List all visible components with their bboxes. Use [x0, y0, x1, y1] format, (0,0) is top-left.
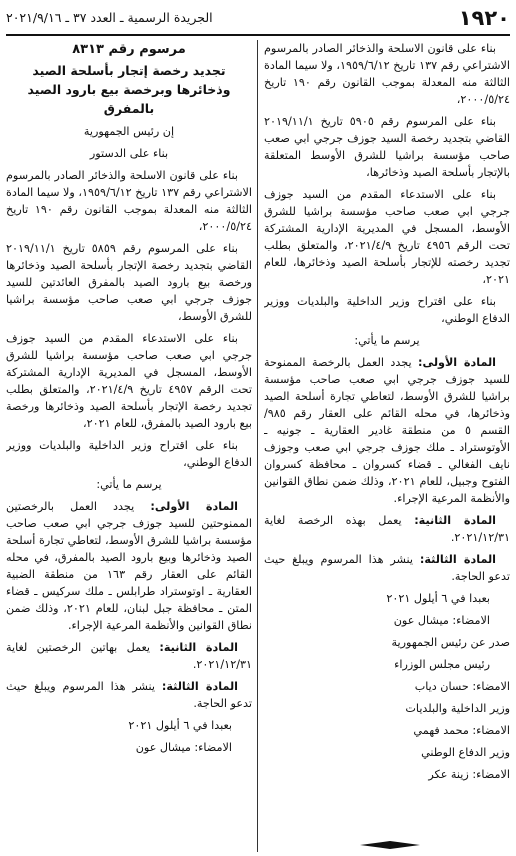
article-one [6, 498, 252, 634]
article-label: المادة الأولى: [418, 356, 496, 369]
column-divider [257, 40, 258, 852]
article-label: المادة الثالثة: [419, 553, 496, 566]
article-one [264, 354, 510, 507]
article-text: يجدد العمل بالرخصة الممنوحة للسيد جوزف جرجي ابي صعب صاحب مؤسسة براشيا للشرق الأوسط، لتعاطي تجارة أسلحة الصيد وذخائرها، في محله القائم على العقار رقم ٩٨٥/القسم ٥ من منطقة غادير العقارية ـ جونيه ـ الأوتوستراد ـ ملك جوزف جرجي ابي صعب وجوزف نايف الفغالي ـ قضاء كسروان ـ محافظة كسروان الفتوح وجبيل، للعام ٢٠٢١، وذلك ضمن نطاق القوانين والأنظمة المرعية الإجراء. [264, 356, 510, 505]
defense-minister-signature: الامضاء: زينة عكر [428, 768, 510, 781]
pm-signature: الامضاء: حسان دياب [414, 680, 510, 693]
article-two [6, 639, 252, 673]
article-label: المادة الأولى: [150, 500, 238, 513]
decree-heading: يرسم ما يأتي: [354, 334, 420, 347]
decree-date: بعبدا في ٦ أيلول ٢٠٢١ [386, 592, 490, 605]
gazette-title: الجريدة الرسمية ـ العدد ٣٧ ـ ٢٠٢١/٩/١٦ [6, 10, 213, 25]
recital-paragraph: بناء على اقتراح وزير الداخلية والبلديات ووزير الدفاع الوطني، [264, 295, 510, 325]
article-text: يعمل بهاتين الرخصتين لغاية ٢٠٢١/١٢/٣١. [6, 641, 252, 671]
section-end-ornament [360, 834, 420, 853]
left-column [6, 40, 252, 852]
article-text: ينشر هذا المرسوم ويبلغ حيث تدعو الحاجة. [6, 680, 252, 710]
constitution-line: بناء على الدستور [89, 147, 169, 160]
interior-minister-title: وزير الداخلية والبلديات [405, 702, 510, 715]
recital-paragraph: بناء على الاستدعاء المقدم من السيد جوزف جرجي ابي صعب صاحب مؤسسة براشيا للشرق الأوسط، المسجل في المديرية الإدارية المشتركة تحت الرقم ٤٩٥٦ تاريخ ٢٠٢١/٤/٩، والمتعلق بطلب تجديد رخصته للإتجار بأسلحة الصيد وذخائرها، للعام ٢٠٢١، [264, 188, 510, 286]
recital-paragraph: بناء على اقتراح وزير الداخلية والبلديات ووزير الدفاع الوطني، [6, 439, 252, 469]
article-text: ينشر هذا المرسوم ويبلغ حيث تدعو الحاجة. [264, 553, 510, 583]
president-line: إن رئيس الجمهورية [83, 125, 175, 138]
president-signature: الامضاء: ميشال عون [135, 741, 232, 754]
recital-paragraph: بناء على قانون الاسلحة والذخائر الصادر بالمرسوم الاشتراعي رقم ١٣٧ تاريخ ١٩٥٩/٦/١٢، ولا سيما المادة الثالثة منه المعدلة بموجب القانون رقم ١٩٠ تاريخ ٢٠٠٠/٥/٢٤، [264, 42, 510, 106]
article-three [6, 678, 252, 712]
decree-date: بعبدا في ٦ أيلول ٢٠٢١ [128, 719, 232, 732]
article-text: يجدد العمل بالرخصتين الممنوحتين للسيد جوزف جرجي ابي صعب صاحب مؤسسة براشيا للشرق الأوسط، لتعاطي تجارة أسلحة الصيد وذخائرها وبيع بارود الصيد بالمفرق، في محله القائم على العقار رقم ١٦٣ من منطقة الضبية العقارية ـ اوتوستراد طرابلس ـ ملك سركيس ـ قضاء المتن ـ محافظة جبل لبنان، للعام ٢٠٢١، وذلك ضمن نطاق القوانين والأنظمة المرعية الإجراء. [6, 500, 252, 632]
header-rule [6, 34, 510, 36]
article-two [264, 512, 510, 546]
decree-subtitle: تجديد رخصة إتجار بأسلحة الصيد وذخائرها وبرخصة بيع بارود الصيد بالمفرق [27, 63, 231, 116]
decree-title: مرسوم رقم ٨٣١٣ [72, 42, 186, 57]
article-label: المادة الثانية: [159, 641, 238, 654]
pm-title: رئيس مجلس الوزراء [394, 658, 490, 671]
decree-heading: يرسم ما يأتي: [96, 478, 162, 491]
issued-by: صدر عن رئيس الجمهورية [391, 636, 510, 649]
page-header [6, 6, 510, 36]
recital-paragraph: بناء على المرسوم رقم ٥٩٠٥ تاريخ ٢٠١٩/١١/١ القاضي بتجديد رخصة السيد جوزف جرجي ابي صعب صاحب مؤسسة براشيا للشرق الأوسط المتعلقة بالإتجار بأسلحة الصيد وذخائرها، [264, 115, 510, 179]
article-label: المادة الثالثة: [161, 680, 238, 693]
article-label: المادة الثانية: [414, 514, 496, 527]
ornament-icon [360, 841, 420, 849]
recital-paragraph: بناء على قانون الاسلحة والذخائر الصادر بالمرسوم الاشتراعي رقم ١٣٧ تاريخ ١٩٥٩/٦/١٢، ولا سيما المادة الثالثة منه المعدلة بموجب القانون رقم ١٩٠ تاريخ ٢٠٠٠/٥/٢٤، [6, 169, 252, 233]
defense-minister-title: وزير الدفاع الوطني [421, 746, 510, 759]
page-number: ١٩٢٠ [458, 6, 510, 30]
recital-paragraph: بناء على المرسوم رقم ٥٨٥٩ تاريخ ٢٠١٩/١١/١ القاضي بتجديد رخصة الإتجار بأسلحة الصيد وذخائرها ورخصة بيع بارود الصيد بالمفرق العائدتين للسيد جوزف جرجي ابي صعب صاحب مؤسسة براشيا للشرق الأوسط، [6, 242, 252, 323]
president-signature: الامضاء: ميشال عون [393, 614, 490, 627]
recital-paragraph: بناء على الاستدعاء المقدم من السيد جوزف جرجي ابي صعب صاحب مؤسسة براشيا للشرق الأوسط، المسجل في المديرية الإدارية المشتركة تحت الرقم ٤٩٥٧ تاريخ ٢٠٢١/٤/٩، والمتعلق بطلب تجديد رخصة الإتجار بأسلحة الصيد وذخائرها ورخصة بيع بارود الصيد بالمفرق، للعام ٢٠٢١، [6, 332, 252, 430]
interior-minister-signature: الامضاء: محمد فهمي [413, 724, 510, 737]
article-text: يعمل بهذه الرخصة لغاية ٢٠٢١/١٢/٣١. [264, 514, 510, 544]
right-column [264, 40, 510, 852]
article-three [264, 551, 510, 585]
